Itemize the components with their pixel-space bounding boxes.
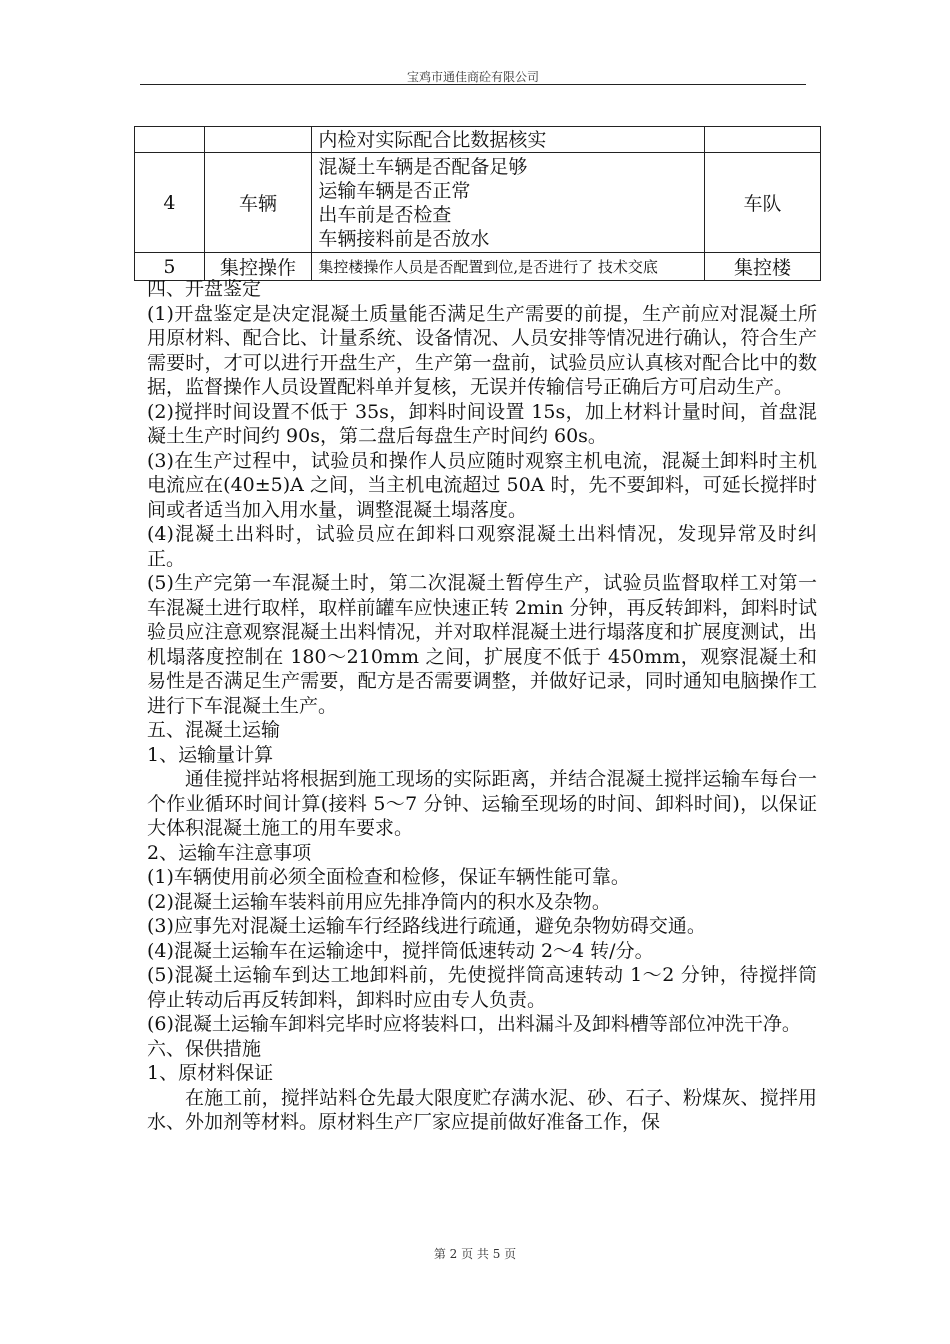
row-number xyxy=(135,127,205,153)
row-number: 4 xyxy=(135,153,205,253)
subsection-heading: 1、运输量计算 xyxy=(147,743,274,766)
paragraph: (2)混凝土运输车装料前用应先排净筒内的积水及杂物。 xyxy=(147,890,611,913)
paragraph: (3)在生产过程中，试验员和操作人员应随时观察主机电流，混凝土卸料时主机电流应在(40±5)A 之间，当主机电流超过 50A 时，先不要卸料，可延长搅拌时间或者适当加入用水量，调整混凝土塌落度。 xyxy=(147,449,817,521)
paragraph: (1)车辆使用前必须全面检查和检修，保证车辆性能可靠。 xyxy=(147,866,630,888)
content-line: 内检对实际配合比数据核实 xyxy=(318,128,547,151)
section-heading: 四、开盘鉴定 xyxy=(147,278,262,300)
paragraph: (5)混凝土运输车到达工地卸料前，先使搅拌筒高速转动 1～2 分钟，待搅拌筒停止转动后再反转卸料，卸料时应由专人负责。 xyxy=(147,964,817,1011)
row-department: 集控楼 xyxy=(705,253,821,281)
header-divider xyxy=(140,84,806,85)
row-content xyxy=(312,127,705,153)
content-line: 出车前是否检查 xyxy=(318,203,452,226)
content-line: 车辆接料前是否放水 xyxy=(318,227,490,250)
content-line: 集控楼操作人员是否配置到位,是否进行了 技术交底 xyxy=(318,257,658,276)
paragraph: (1)开盘鉴定是决定混凝土质量能否满足生产需要的前提，生产前应对混凝土所用原材料、配合比、计量系统、设备情况、人员安排等情况进行确认，符合生产需要时，才可以进行开盘生产，生产第一盘前，试验员应认真核对配合比中的数据，监督操作人员设置配料单并复核，无误并传输信号正确后方可启动生产。 xyxy=(147,302,817,398)
section-heading: 六、保供措施 xyxy=(147,1037,262,1060)
inspection-table xyxy=(134,126,821,281)
paragraph: (3)应事先对混凝土运输车行经路线进行疏通，避免杂物妨碍交通。 xyxy=(147,915,706,937)
table-row xyxy=(135,127,821,153)
section-heading: 五、混凝土运输 xyxy=(147,719,281,741)
paragraph: 在施工前，搅拌站料仓先最大限度贮存满水泥、砂、石子、粉煤灰、搅拌用水、外加剂等材料。原材料生产厂家应提前做好准备工作，保 xyxy=(147,1086,817,1133)
row-item: 车辆 xyxy=(204,153,312,253)
page-header: 宝鸡市通佳商砼有限公司 xyxy=(406,70,539,84)
paragraph: (4)混凝土运输车在运输途中，搅拌筒低速转动 2～4 转/分。 xyxy=(147,939,654,962)
paragraph: (5)生产完第一车混凝土时，第二次混凝土暂停生产，试验员监督取样工对第一车混凝土进行取样，取样前罐车应快速正转 2min 分钟，再反转卸料，卸料时试验员应注意观察混凝土出料情况，并对取样混凝土进行塌落度和扩展度测试，出机塌落度控制在 180～210mm 之间，扩展度不低于 450mm，观察混凝土和易性是否满足生产需要，配方是否需要调整，并做好记录，同时通知电脑操作工进行下车混凝土生产。 xyxy=(147,572,817,717)
table-row xyxy=(135,153,821,253)
paragraph: (2)搅拌时间设置不低于 35s，卸料时间设置 15s，加上材料计量时间，首盘混凝土生产时间约 90s，第二盘后每盘生产时间约 60s。 xyxy=(147,400,817,447)
row-department: 车队 xyxy=(705,153,821,253)
row-item xyxy=(204,127,312,153)
document-body xyxy=(147,277,817,1135)
content-line: 运输车辆是否正常 xyxy=(318,179,471,202)
row-content xyxy=(312,153,705,253)
paragraph: (4)混凝土出料时，试验员应在卸料口观察混凝土出料情况，发现异常及时纠正。 xyxy=(147,523,817,570)
subsection-heading: 2、运输车注意事项 xyxy=(147,841,312,864)
subsection-heading: 1、原材料保证 xyxy=(147,1062,274,1084)
paragraph: 通佳搅拌站将根据到施工现场的实际距离，并结合混凝土搅拌运输车每台一个作业循环时间计算(接料 5～7 分钟、运输至现场的时间、卸料时间)，以保证大体积混凝土施工的用车要求。 xyxy=(147,768,817,839)
row-item: 集控操作 xyxy=(204,253,312,281)
paragraph: (6)混凝土运输车卸料完毕时应将装料口，出料漏斗及卸料槽等部位冲洗干净。 xyxy=(147,1013,801,1035)
content-line: 混凝土车辆是否配备足够 xyxy=(318,155,528,178)
row-number: 5 xyxy=(135,253,205,281)
row-department xyxy=(705,127,821,153)
page-footer: 第 2 页 共 5 页 xyxy=(433,1247,517,1261)
